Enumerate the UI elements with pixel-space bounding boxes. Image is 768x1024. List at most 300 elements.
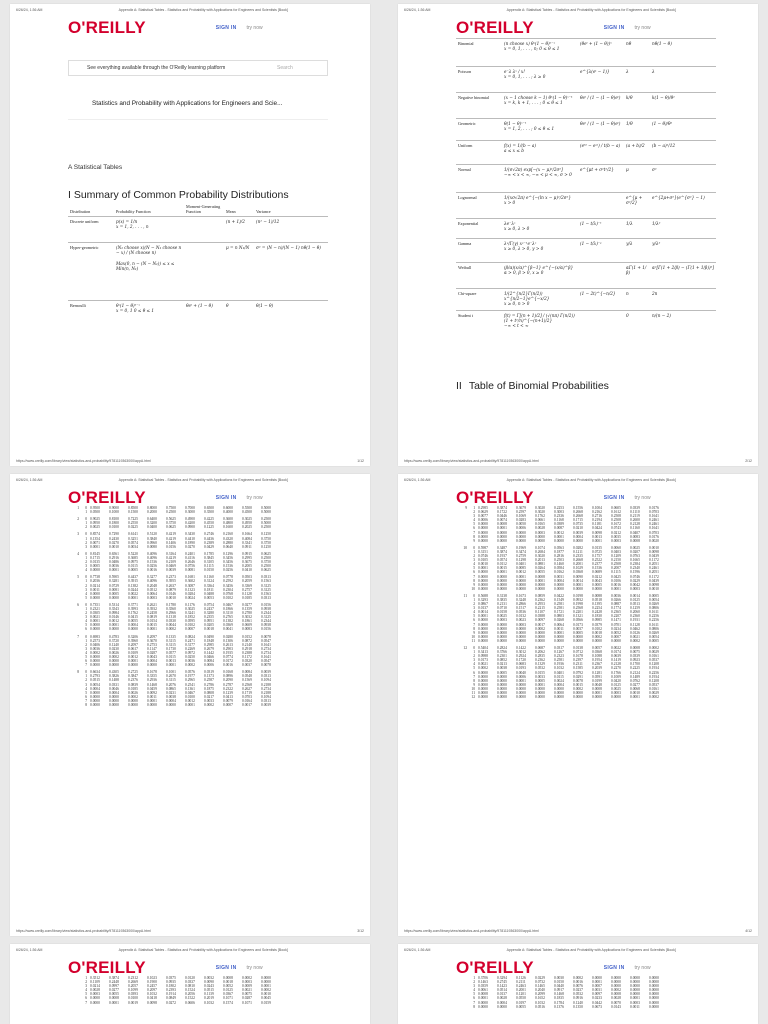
x-label: 5 [473,666,475,671]
table-cell: 0.0000 [630,992,640,997]
table-cell: 0.0080 [147,544,157,549]
signin-link[interactable]: SIGN IN [603,965,625,971]
table-cell: 0.7225 [128,517,138,522]
x-label: 1 [85,536,87,541]
table-cell: 0.1069 [516,514,526,519]
x-label: 0 [85,575,87,580]
table-cell: 0.0015 [497,566,507,571]
table-cell: 0.0024 [185,595,195,600]
table-cell: 0.0403 [611,549,621,554]
table-cell: 0.0000 [478,630,488,635]
table-cell: 0.0097 [535,618,545,623]
x-label: 3 [85,984,87,989]
page-datetime: 6/26/24, 1:36 AM [16,478,43,482]
table-cell: 0.0001 [185,703,195,708]
n-label: 1 [77,506,79,510]
table-cell: 0.0120 [185,976,195,980]
table-cell: 0.4200 [185,521,195,526]
try-now-link[interactable]: try now [246,495,263,501]
page-header [398,474,758,482]
n-label: 5 [77,575,79,580]
table-cell: 0.0008 [630,646,640,650]
signin-link[interactable]: SIGN IN [215,495,237,501]
n-label: 11 [463,593,467,598]
table-cell: 0.0264 [535,566,545,571]
x-label: 0 [85,506,87,510]
table-cell: 0.3020 [535,506,545,510]
table-cell: 0.1700 [630,662,640,667]
table-cell: 0.3915 [128,579,138,584]
table-cell: 0.0000 [478,682,488,687]
search-input[interactable]: Search [277,65,293,71]
table-cell: 0.0014 [478,610,488,615]
table-cell: 0.0359 [478,984,488,989]
x-label: 10 [471,634,475,639]
x-label: 4 [473,988,475,993]
table-row [72,568,280,572]
table-cell: 0.0193 [516,666,526,671]
table-cell: 0.1373 [204,674,214,679]
table-cell: 0.1848 [204,638,214,643]
table-row [72,596,280,600]
table-cell: 0.0339 [630,654,640,659]
table-cell: 0.0233 [592,996,602,1001]
table-cell: 0.0617 [128,646,138,651]
table-cell: 0.0000 [516,686,526,691]
table-cell: 0.2637 [166,583,176,588]
table-cell: 0.0185 [242,595,252,600]
table-cell: 0.1382 [128,583,138,588]
table-cell: 0.2734 [261,686,271,691]
x-label: 6 [85,659,87,664]
oreilly-logo[interactable]: O'REILLY [68,18,146,37]
table-cell: 0.0000 [109,595,119,600]
table-cell: 0.2587 [204,678,214,683]
table-cell: 0.0052 [611,630,621,635]
table-cell: 0.0774 [223,655,233,659]
table-cell: 0.0595 [185,619,195,624]
table-cell: 0.0000 [478,678,488,683]
book-title[interactable]: Statistics and Probability with Applications for Engineers and Scie... [92,100,283,107]
table-cell: 0.0243 [204,984,214,989]
table-cell: 0.0207 [630,549,640,554]
mgf: (1 − 2t)^{−n/2} [578,289,624,311]
table-cell: 0.3750 [261,536,271,541]
table-cell: 0.0213 [497,662,507,667]
table-cell: 0.0272 [166,1000,176,1005]
top-nav [10,12,370,38]
section-name: Table of Binomial Probabilities [468,380,609,392]
mean: λ [624,67,650,93]
table-cell: 0.5500 [242,506,252,510]
table-cell: 0.2344 [261,611,271,616]
table-cell: 0.0055 [128,619,138,624]
table-cell: 0.0732 [535,980,545,985]
table-cell: 0.0002 [185,663,195,668]
table-cell: 0.3766 [497,650,507,655]
table-cell: 0.6000 [223,506,233,510]
table-cell: 0.0015 [573,682,583,687]
table-cell: 0.0000 [516,634,526,639]
table-cell: 0.1715 [573,518,583,523]
table-cell: 0.0000 [147,663,157,668]
table-cell: 0.0115 [554,674,564,679]
table-cell: 0.0000 [478,634,488,639]
table-cell: 0.1032 [535,1000,545,1005]
try-now-link[interactable]: try now [634,25,651,31]
x-label: 2 [473,554,475,559]
table-cell: 0.3456 [223,560,233,565]
table-cell: 0.2256 [649,614,659,619]
table-cell: 0.0418 [147,996,157,1001]
try-now-link[interactable]: try now [634,495,651,501]
table-cell: 0.0000 [535,534,545,539]
signin-link[interactable]: SIGN IN [603,495,625,501]
table-cell: 0.0756 [185,564,195,569]
x-label: 3 [473,606,475,611]
table-cell: 0.0137 [478,606,488,611]
x-label: 3 [85,615,87,620]
table-cell: 0.0050 [516,522,526,527]
table-cell: 0.3706 [478,976,488,980]
table-cell: 0.3750 [261,540,271,545]
try-now-link[interactable]: try now [634,965,651,971]
pdf-page-3 [10,474,370,936]
table-cell: 0.0313 [261,674,271,679]
table-cell: 0.0729 [109,583,119,588]
table-cell: 0.0839 [128,682,138,687]
table-cell: 0.9025 [90,517,100,522]
try-now-link[interactable]: try now [246,25,263,31]
table-cell: 0.0320 [242,659,252,664]
try-now-link[interactable]: try now [246,965,263,971]
table-cell: 0.1094 [261,694,271,699]
table-cell: 0.0467 [223,602,233,607]
table-cell: 0.0078 [573,678,583,683]
table-cell: 0.0932 [573,597,583,602]
table-cell: 0.1032 [554,666,564,671]
x-label: 0 [85,517,87,522]
table-cell: 0.0000 [497,534,507,539]
table-cell: 0.0057 [592,646,602,650]
table-cell: 0.2256 [649,670,659,675]
table-cell: 0.1074 [535,545,545,550]
table-cell: 0.0088 [592,593,602,598]
n-label: 3 [77,532,79,537]
prob-function: θˣ(1 − θ)¹⁻ˣ [116,303,141,308]
table-cell: 0.2360 [630,614,640,619]
table-cell: 0.0792 [573,670,583,675]
table-cell: 0.0577 [166,650,176,655]
table-row [456,93,716,119]
table-cell: 0.0043 [147,655,157,659]
table-cell: 0.0000 [128,703,138,708]
table-cell: 0.1720 [516,658,526,663]
x-label: 5 [85,595,87,600]
table-cell: 0.0002 [649,695,659,700]
table-cell: 0.2508 [611,518,621,523]
table-cell: 0.0225 [128,525,138,530]
table-cell: 0.0198 [573,593,583,598]
table-cell: 0.4320 [223,536,233,541]
table-cell: 0.0000 [478,574,488,579]
mgf: (eᵇᵗ − eᵃᵗ) / t(b − a) [578,141,624,165]
table-cell: 0.0911 [242,544,252,549]
binomial-table [460,506,668,702]
binomial-table [72,976,280,1005]
table-cell: 0.1549 [554,597,564,602]
table-cell: 0.0000 [573,634,583,639]
oreilly-logo[interactable]: O'REILLY [456,958,534,977]
table-cell: 0.0000 [592,586,602,591]
table-cell: 0.3675 [242,560,252,565]
x-label: 8 [473,534,475,539]
page-url: https://www.oreilly.com/library/view/statistics-and-probability/9781119363000/appA.html [16,459,151,463]
table-cell: 0.0490 [204,634,214,639]
x-label: 9 [473,538,475,543]
table-cell: 0.0367 [223,992,233,997]
table-cell: 0.0003 [535,530,545,535]
table-cell: 0.2866 [516,602,526,607]
x-label: 1 [85,606,87,611]
table-cell: 0.2322 [223,686,233,691]
table-cell: 0.0287 [242,996,252,1001]
table-cell: 0.0514 [497,988,507,993]
x-label: 1 [473,549,475,554]
table-cell: 0.2090 [223,678,233,683]
table-cell: 0.3087 [185,583,195,588]
table-cell: 0.3012 [516,650,526,655]
table-cell: 0.0081 [109,587,119,592]
table-cell: 0.0054 [90,682,100,687]
table-cell: 0.0000 [592,638,602,643]
table-cell: 0.2916 [109,555,119,560]
table-cell: 0.3125 [261,587,271,592]
table-cell: 0.1665 [630,558,640,563]
table-cell: 0.0001 [90,619,100,624]
table-cell: 0.2746 [204,532,214,537]
table-cell: 0.1000 [109,510,119,515]
table-cell: 0.0806 [649,626,659,631]
table-cell: 0.0212 [592,574,602,579]
page-header [398,4,758,12]
table-cell: 0.4900 [185,517,195,522]
x-label: 0 [473,593,475,598]
table-cell: 0.1209 [611,554,621,559]
table-cell: 0.0003 [497,618,507,623]
table-cell: 0.0016 [147,568,157,573]
table-cell: 0.0210 [573,526,583,531]
dist-name: Normal [456,165,502,193]
table-cell: 0.1354 [90,536,100,541]
table-cell: 0.5000 [261,510,271,515]
table-cell: 0.1208 [649,662,659,667]
table-cell: 0.0000 [554,691,564,696]
table-cell: 0.0011 [90,587,100,592]
x-label: 1 [85,555,87,560]
table-cell: 0.0016 [223,663,233,668]
x-label: 6 [473,996,475,1001]
mean: nθ [624,39,650,67]
prob-support: x ≥ 0, n > 0 [504,301,530,306]
table-cell: 0.2097 [147,634,157,639]
table-cell: 0.0090 [204,980,214,985]
table-cell: 0.0008 [592,686,602,691]
mgf: (1 − t/λ)⁻ᵞ [578,239,624,263]
prob-function: (β/α)(x/α)^{β−1} e^{−(x/α)^β} [504,265,574,270]
table-cell: 0.2000 [147,510,157,515]
table-cell: 0.0074 [497,518,507,523]
table-cell: 0.0867 [478,602,488,607]
table-cell: 0.1126 [516,976,526,980]
table-cell: 0.0896 [223,674,233,679]
page-footer [16,929,364,933]
prob-function: 1/(2^{n/2}Γ(n/2)) x^{n/2−1}e^{−x/2} [504,291,550,301]
signin-link[interactable]: SIGN IN [215,25,237,31]
table-cell: 0.1780 [166,602,176,607]
dist-name: Weibull [456,263,502,289]
table-cell: 0.2500 [261,564,271,569]
table-cell: 0.2194 [592,518,602,523]
search-bar[interactable] [68,60,328,76]
table-cell: 0.2335 [573,554,583,559]
table-cell: 0.0762 [630,678,640,683]
table-cell: 0.0250 [185,655,195,659]
table-cell: 0.2627 [242,686,252,691]
table-cell: 0.0808 [204,690,214,695]
table-cell: 0.1376 [554,1004,564,1009]
table-cell: 0.3125 [261,615,271,620]
table-cell: 0.0135 [90,560,100,565]
table-cell: 0.0000 [478,570,488,575]
table-cell: 0.0125 [630,597,640,602]
table-cell: 0.3355 [147,674,157,679]
oreilly-logo[interactable]: O'REILLY [456,488,534,507]
table-cell: 0.0031 [592,988,602,993]
table-cell: 0.1678 [147,670,157,675]
table-cell: 0.0001 [478,614,488,619]
table-cell: 0.0001 [630,695,640,700]
table-cell: 0.0000 [478,695,488,700]
table-cell: 0.0550 [516,996,526,1001]
table-cell: 0.0003 [147,595,157,600]
table-cell: 0.3020 [535,510,545,515]
table-cell: 0.1350 [573,1004,583,1009]
table-cell: 0.1536 [592,566,602,571]
table-cell: 0.0004 [128,623,138,628]
table-cell: 0.4084 [242,536,252,541]
table-cell: 0.0393 [128,992,138,997]
oreilly-logo[interactable]: O'REILLY [68,958,146,977]
table-cell: 0.0000 [497,530,507,535]
x-label: 1 [85,521,87,526]
table-cell: 0.1460 [554,562,564,567]
table-cell: 0.0002 [573,686,583,691]
table-cell: 0.0000 [166,703,176,708]
table-cell: 0.2188 [261,682,271,687]
table-cell: 0.0000 [109,694,119,699]
table-cell: 0.1934 [649,666,659,671]
table-cell: 0.2759 [516,554,526,559]
table-cell: 0.1785 [204,551,214,556]
table-cell: 0.0102 [592,626,602,631]
prob-support: x = 0, 1, . . . , n; 0 ≤ θ ≤ 1 [504,46,560,51]
table-cell: 0.3115 [166,678,176,683]
table-cell: 0.0673 [592,1004,602,1009]
table-cell: 0.3771 [128,602,138,607]
table-cell: 0.3105 [204,560,214,565]
table-cell: 0.0064 [147,591,157,596]
table-cell: 0.0000 [90,655,100,659]
table-cell: 0.2995 [242,555,252,560]
table-cell: 0.6400 [147,517,157,522]
table-cell: 0.0319 [204,670,214,675]
table-cell: 0.0005 [573,630,583,635]
table-cell: 0.1762 [535,514,545,519]
table-row [72,663,280,667]
table-cell: 0.0168 [223,670,233,675]
table-cell: 0.1936 [554,662,564,667]
x-label: 8 [473,1004,475,1009]
x-label: 4 [85,988,87,993]
table-cell: 0.0000 [573,638,583,643]
table-cell: 0.0000 [497,638,507,643]
table-cell: 0.0629 [478,510,488,515]
table-cell: 0.0467 [185,690,195,695]
table-cell: 0.2207 [611,614,621,619]
signin-link[interactable]: SIGN IN [215,965,237,971]
table-cell: 0.0237 [573,988,583,993]
oreilly-logo[interactable]: O'REILLY [68,488,146,507]
x-label: 4 [473,518,475,523]
prob-function: (x − 1 choose k − 1) θᵏ(1 − θ)ˣ⁻ᵏ [504,95,573,100]
table-cell: 0.0001 [592,691,602,696]
table-cell: 0.0375 [166,976,176,980]
table-cell: 0.0000 [478,670,488,675]
table-cell: 0.0010 [478,562,488,567]
dist-name: Binomial [456,39,502,67]
table-cell: 0.3281 [109,579,119,584]
page-footer [16,459,364,463]
page-doc-title: Appendix A: Statistical Tables - Statistics and Probability with Applications for Engineers and Scientists [Book] [506,478,676,482]
table-cell: 0.0000 [649,996,659,1001]
table-cell: 0.0661 [535,518,545,523]
table-cell: 0.0053 [204,595,214,600]
x-label: 3 [85,587,87,592]
table-cell: 0.2225 [630,666,640,671]
table-cell: 0.1835 [554,996,564,1001]
table-cell: 0.3025 [242,517,252,522]
table-cell: 0.0000 [554,686,564,691]
table-cell: 0.2321 [90,606,100,611]
table-cell: 0.0214 [90,583,100,588]
table-cell: 0.0010 [166,595,176,600]
table-cell: 0.1931 [630,618,640,623]
oreilly-logo[interactable]: O'REILLY [456,18,534,37]
table-cell: 0.0000 [497,626,507,631]
x-label: 2 [85,642,87,647]
table-cell: 0.2471 [185,638,195,643]
signin-link[interactable]: SIGN IN [603,25,625,31]
table-cell: 0.3138 [497,593,507,598]
table-cell: 0.2051 [649,570,659,575]
table-cell: 0.0975 [128,560,138,565]
table-cell: 0.0098 [592,530,602,535]
table-cell: 0.0803 [554,614,564,619]
table-cell: 0.0938 [261,606,271,611]
prob-support: x ≥ 0, λ > 0 [504,226,530,231]
table-cell: 0.0425 [611,574,621,579]
